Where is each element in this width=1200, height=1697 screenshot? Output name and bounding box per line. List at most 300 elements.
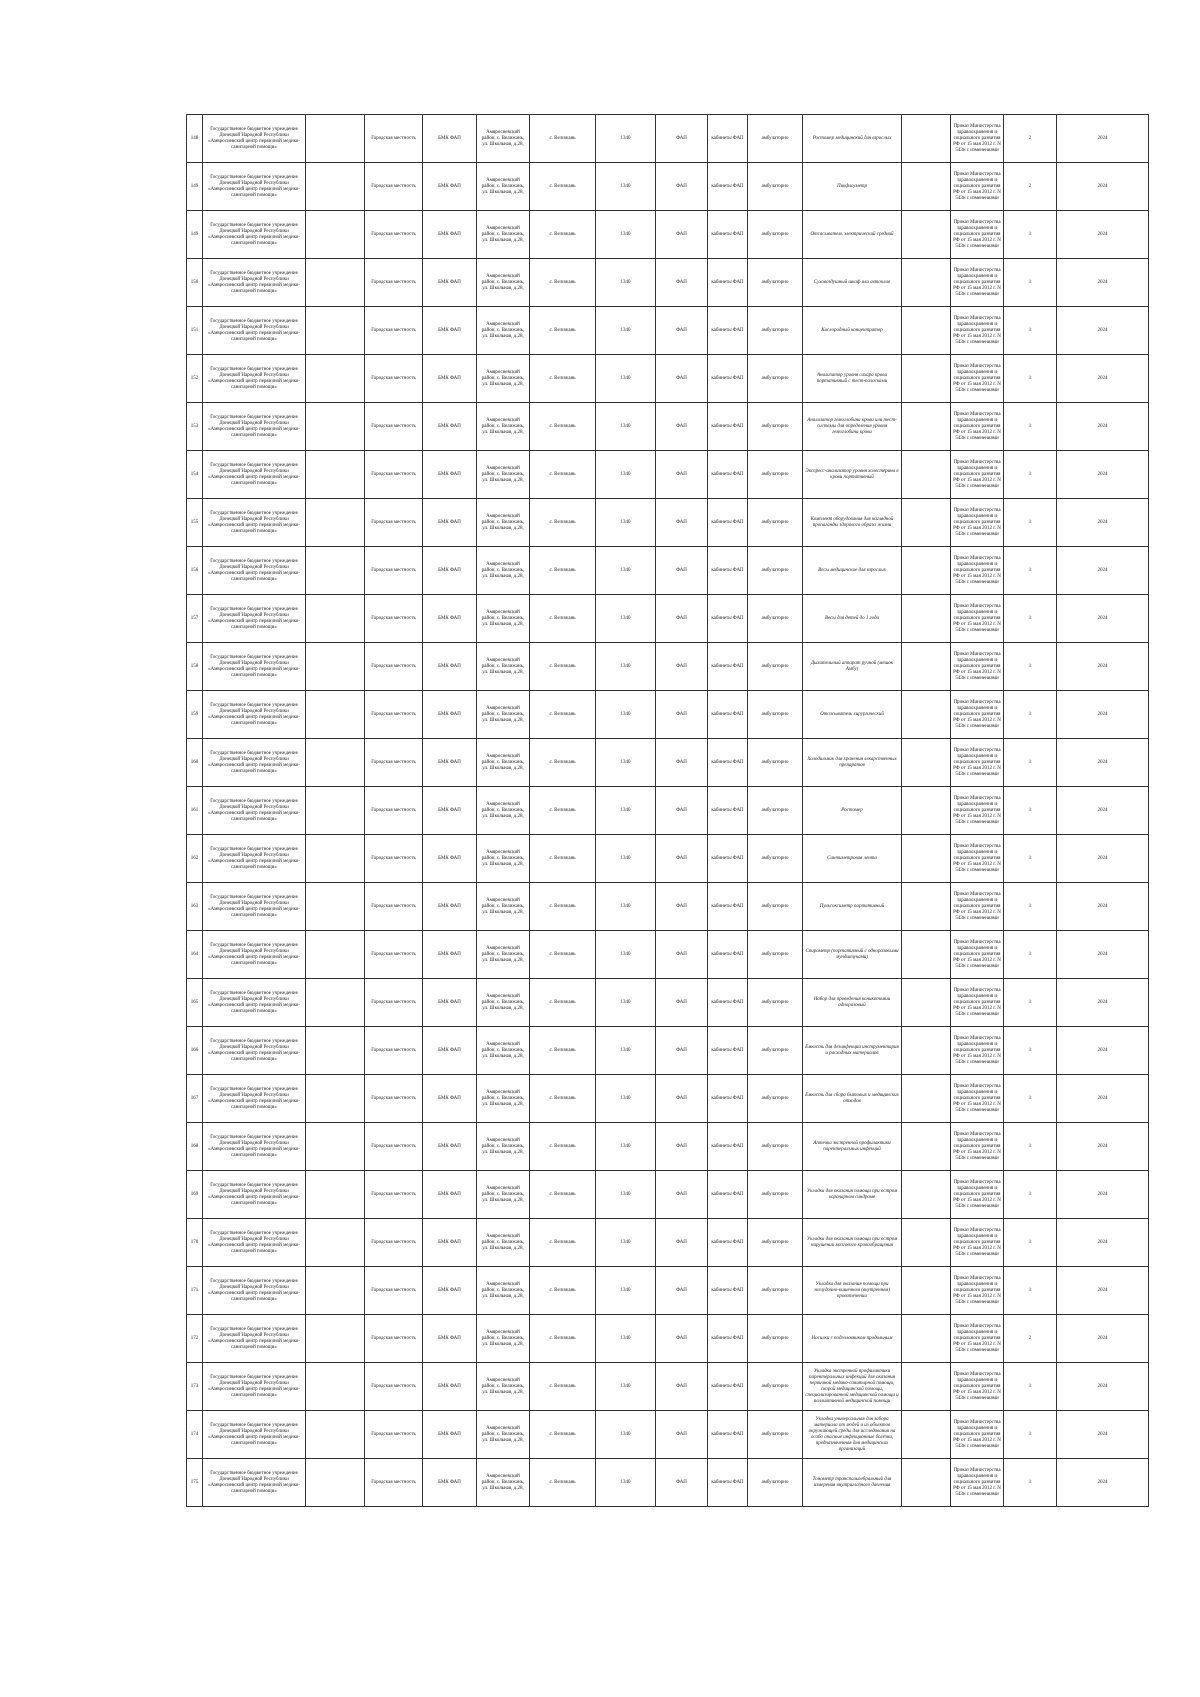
cell-num: 169 — [187, 1171, 203, 1219]
cell-org: Государственное бюджетное учреждение Донецкой Народной Республики «Амвросиевский центр первичной медико-санитарной помощи» — [203, 307, 306, 355]
cell-doc: Приказ Министерства здравоохранения и социального развития РФ от 15 мая 2012 г. N 543н с изменениями — [951, 451, 1004, 499]
cell-doc: Приказ Министерства здравоохранения и социального развития РФ от 15 мая 2012 г. N 543н с изменениями — [951, 883, 1004, 931]
cell-org: Государственное бюджетное учреждение Донецкой Народной Республики «Амвросиевский центр первичной медико-санитарной помощи» — [203, 1123, 306, 1171]
cell-population: 1340 — [596, 307, 656, 355]
cell-population: 1340 — [596, 403, 656, 451]
table-row — [187, 1027, 1149, 1075]
cell-cabinet: кабинеты ФАП — [708, 115, 748, 163]
cell-year: 2024 — [1057, 979, 1149, 1027]
cell-empty2 — [902, 1315, 951, 1363]
cell-org: Государственное бюджетное учреждение Донецкой Народной Республики «Амвросиевский центр первичной медико-санитарной помощи» — [203, 1267, 306, 1315]
cell-address: Амвросиевский район, с. Велижань, ул. Школьная, д.28, — [477, 883, 530, 931]
cell-profile: амбулаторно — [748, 691, 803, 739]
cell-address: Амвросиевский район, с. Велижань, ул. Школьная, д.28, — [477, 1363, 530, 1411]
cell-item: Холодильник для хранения лекарственных препаратов — [803, 739, 902, 787]
cell-empty2 — [902, 355, 951, 403]
cell-settlement: с. Велижань — [530, 1075, 596, 1123]
cell-address: Амвросиевский район, с. Велижань, ул. Школьная, д.28, — [477, 1459, 530, 1507]
cell-doc: Приказ Министерства здравоохранения и социального развития РФ от 15 мая 2012 г. N 543н с изменениями — [951, 739, 1004, 787]
cell-cabinet: кабинеты ФАП — [708, 1363, 748, 1411]
cell-doc: Приказ Министерства здравоохранения и социального развития РФ от 15 мая 2012 г. N 543н с изменениями — [951, 547, 1004, 595]
cell-cabinet: кабинеты ФАП — [708, 1315, 748, 1363]
cell-fap: БМК ФАП — [423, 931, 477, 979]
cell-population: 1340 — [596, 835, 656, 883]
cell-num: 170 — [187, 1219, 203, 1267]
cell-region: Городская местность — [365, 643, 423, 691]
cell-unit: ФАП — [656, 691, 708, 739]
cell-num: 163 — [187, 883, 203, 931]
cell-org: Государственное бюджетное учреждение Донецкой Народной Республики «Амвросиевский центр первичной медико-санитарной помощи» — [203, 1027, 306, 1075]
cell-empty2 — [902, 835, 951, 883]
cell-empty — [306, 1267, 365, 1315]
cell-qty: 1 — [1004, 307, 1057, 355]
cell-unit: ФАП — [656, 787, 708, 835]
cell-doc: Приказ Министерства здравоохранения и социального развития РФ от 15 мая 2012 г. N 543н с изменениями — [951, 1459, 1004, 1507]
cell-settlement: с. Велижань — [530, 163, 596, 211]
cell-qty: 1 — [1004, 211, 1057, 259]
cell-settlement: с. Велижань — [530, 595, 596, 643]
table-row — [187, 163, 1149, 211]
cell-address: Амвросиевский район, с. Велижань, ул. Школьная, д.28, — [477, 499, 530, 547]
cell-item: Укладка для оказания помощи при остром нарушении мозгового кровообращения — [803, 1219, 902, 1267]
cell-org: Государственное бюджетное учреждение Донецкой Народной Республики «Амвросиевский центр первичной медико-санитарной помощи» — [203, 883, 306, 931]
cell-cabinet: кабинеты ФАП — [708, 835, 748, 883]
cell-empty2 — [902, 115, 951, 163]
cell-cabinet: кабинеты ФАП — [708, 547, 748, 595]
cell-settlement: с. Велижань — [530, 691, 596, 739]
cell-doc: Приказ Министерства здравоохранения и социального развития РФ от 15 мая 2012 г. N 543н с изменениями — [951, 979, 1004, 1027]
cell-empty2 — [902, 307, 951, 355]
cell-qty: 1 — [1004, 1411, 1057, 1459]
cell-num: 153 — [187, 403, 203, 451]
cell-doc: Приказ Министерства здравоохранения и социального развития РФ от 15 мая 2012 г. N 543н с изменениями — [951, 259, 1004, 307]
cell-region: Городская местность — [365, 259, 423, 307]
cell-item: Емкость для дезинфекции инструментария и расходных материалов — [803, 1027, 902, 1075]
cell-num: 157 — [187, 595, 203, 643]
cell-address: Амвросиевский район, с. Велижань, ул. Школьная, д.28, — [477, 1123, 530, 1171]
cell-empty — [306, 1459, 365, 1507]
cell-num: 174 — [187, 1411, 203, 1459]
cell-qty: 1 — [1004, 1171, 1057, 1219]
cell-cabinet: кабинеты ФАП — [708, 211, 748, 259]
cell-num: 158 — [187, 643, 203, 691]
cell-cabinet: кабинеты ФАП — [708, 1123, 748, 1171]
table-row — [187, 1315, 1149, 1363]
cell-empty2 — [902, 259, 951, 307]
cell-cabinet: кабинеты ФАП — [708, 259, 748, 307]
cell-settlement: с. Велижань — [530, 1363, 596, 1411]
cell-region: Городская местность — [365, 1267, 423, 1315]
cell-fap: БМК ФАП — [423, 1123, 477, 1171]
cell-item: Пульсоксиметр портативный — [803, 883, 902, 931]
cell-fap: БМК ФАП — [423, 403, 477, 451]
cell-cabinet: кабинеты ФАП — [708, 1459, 748, 1507]
cell-fap: БМК ФАП — [423, 1315, 477, 1363]
cell-address: Амвросиевский район, с. Велижань, ул. Школьная, д.28, — [477, 1027, 530, 1075]
cell-empty2 — [902, 1027, 951, 1075]
cell-settlement: с. Велижань — [530, 115, 596, 163]
cell-item: Укладка экстренной профилактики парентеральных инфекций для оказания первичной медико-санитарной помощи, скорой медицинской помощи, специализированной медицинской помощи и паллиативной медицинской помощи — [803, 1363, 902, 1411]
cell-num: 175 — [187, 1459, 203, 1507]
cell-unit: ФАП — [656, 403, 708, 451]
cell-address: Амвросиевский район, с. Велижань, ул. Школьная, д.28, — [477, 403, 530, 451]
cell-qty: 1 — [1004, 883, 1057, 931]
cell-item: Комплект оборудования для наглядной пропаганды здорового образа жизни — [803, 499, 902, 547]
table-row — [187, 115, 1149, 163]
cell-empty — [306, 691, 365, 739]
cell-population: 1340 — [596, 451, 656, 499]
cell-qty: 1 — [1004, 931, 1057, 979]
cell-qty: 1 — [1004, 691, 1057, 739]
cell-population: 1340 — [596, 1027, 656, 1075]
cell-cabinet: кабинеты ФАП — [708, 307, 748, 355]
cell-org: Государственное бюджетное учреждение Донецкой Народной Республики «Амвросиевский центр первичной медико-санитарной помощи» — [203, 547, 306, 595]
cell-year: 2024 — [1057, 547, 1149, 595]
cell-cabinet: кабинеты ФАП — [708, 643, 748, 691]
cell-empty — [306, 307, 365, 355]
cell-address: Амвросиевский район, с. Велижань, ул. Школьная, д.28, — [477, 595, 530, 643]
cell-qty: 2 — [1004, 1315, 1057, 1363]
cell-empty2 — [902, 595, 951, 643]
cell-qty: 1 — [1004, 1075, 1057, 1123]
cell-year: 2024 — [1057, 1363, 1149, 1411]
cell-cabinet: кабинеты ФАП — [708, 403, 748, 451]
cell-region: Городская местность — [365, 1075, 423, 1123]
cell-doc: Приказ Министерства здравоохранения и социального развития РФ от 15 мая 2012 г. N 543н с изменениями — [951, 499, 1004, 547]
cell-year: 2024 — [1057, 1027, 1149, 1075]
cell-year: 2024 — [1057, 259, 1149, 307]
equipment-table — [186, 114, 1149, 1507]
cell-unit: ФАП — [656, 739, 708, 787]
cell-fap: БМК ФАП — [423, 1219, 477, 1267]
cell-profile: амбулаторно — [748, 211, 803, 259]
cell-profile: амбулаторно — [748, 1411, 803, 1459]
cell-num: 150 — [187, 259, 203, 307]
cell-empty — [306, 547, 365, 595]
cell-cabinet: кабинеты ФАП — [708, 1075, 748, 1123]
cell-year: 2024 — [1057, 835, 1149, 883]
cell-cabinet: кабинеты ФАП — [708, 1171, 748, 1219]
cell-org: Государственное бюджетное учреждение Донецкой Народной Республики «Амвросиевский центр первичной медико-санитарной помощи» — [203, 1075, 306, 1123]
cell-empty2 — [902, 1171, 951, 1219]
cell-num: 152 — [187, 355, 203, 403]
cell-org: Государственное бюджетное учреждение Донецкой Народной Республики «Амвросиевский центр первичной медико-санитарной помощи» — [203, 259, 306, 307]
cell-qty: 2 — [1004, 163, 1057, 211]
cell-qty: 1 — [1004, 739, 1057, 787]
cell-fap: БМК ФАП — [423, 979, 477, 1027]
cell-year: 2024 — [1057, 1267, 1149, 1315]
cell-region: Городская местность — [365, 499, 423, 547]
cell-item: Ростомер медицинский для взрослых — [803, 115, 902, 163]
cell-fap: БМК ФАП — [423, 115, 477, 163]
cell-fap: БМК ФАП — [423, 499, 477, 547]
cell-item: Весы для детей до 1 года — [803, 595, 902, 643]
cell-num: 162 — [187, 835, 203, 883]
cell-address: Амвросиевский район, с. Велижань, ул. Школьная, д.28, — [477, 1075, 530, 1123]
cell-settlement: с. Велижань — [530, 1219, 596, 1267]
cell-doc: Приказ Министерства здравоохранения и социального развития РФ от 15 мая 2012 г. N 543н с изменениями — [951, 643, 1004, 691]
cell-settlement: с. Велижань — [530, 211, 596, 259]
cell-region: Городская местность — [365, 1219, 423, 1267]
cell-empty — [306, 1411, 365, 1459]
cell-empty — [306, 163, 365, 211]
cell-empty2 — [902, 979, 951, 1027]
cell-cabinet: кабинеты ФАП — [708, 355, 748, 403]
cell-population: 1340 — [596, 1363, 656, 1411]
cell-year: 2024 — [1057, 499, 1149, 547]
cell-num: 160 — [187, 739, 203, 787]
cell-fap: БМК ФАП — [423, 883, 477, 931]
cell-empty — [306, 355, 365, 403]
cell-fap: БМК ФАП — [423, 211, 477, 259]
cell-address: Амвросиевский район, с. Велижань, ул. Школьная, д.28, — [477, 355, 530, 403]
cell-region: Городская местность — [365, 211, 423, 259]
cell-fap: БМК ФАП — [423, 643, 477, 691]
cell-org: Государственное бюджетное учреждение Донецкой Народной Республики «Амвросиевский центр первичной медико-санитарной помощи» — [203, 163, 306, 211]
cell-item: Суховоздушный шкаф или автоклав — [803, 259, 902, 307]
cell-address: Амвросиевский район, с. Велижань, ул. Школьная, д.28, — [477, 643, 530, 691]
cell-profile: амбулаторно — [748, 835, 803, 883]
cell-org: Государственное бюджетное учреждение Донецкой Народной Республики «Амвросиевский центр первичной медико-санитарной помощи» — [203, 451, 306, 499]
cell-org: Государственное бюджетное учреждение Донецкой Народной Республики «Амвросиевский центр первичной медико-санитарной помощи» — [203, 835, 306, 883]
cell-year: 2024 — [1057, 883, 1149, 931]
cell-region: Городская местность — [365, 835, 423, 883]
cell-year: 2024 — [1057, 1315, 1149, 1363]
cell-fap: БМК ФАП — [423, 1075, 477, 1123]
cell-settlement: с. Велижань — [530, 1027, 596, 1075]
cell-doc: Приказ Министерства здравоохранения и социального развития РФ от 15 мая 2012 г. N 543н с изменениями — [951, 211, 1004, 259]
cell-region: Городская местность — [365, 1171, 423, 1219]
table-row — [187, 451, 1149, 499]
cell-unit: ФАП — [656, 1315, 708, 1363]
cell-doc: Приказ Министерства здравоохранения и социального развития РФ от 15 мая 2012 г. N 543н с изменениями — [951, 1219, 1004, 1267]
cell-unit: ФАП — [656, 835, 708, 883]
table-row — [187, 355, 1149, 403]
cell-item: Тонометр транспальпебральный для измерения внутриглазного давления — [803, 1459, 902, 1507]
table-row — [187, 595, 1149, 643]
cell-profile: амбулаторно — [748, 1027, 803, 1075]
cell-cabinet: кабинеты ФАП — [708, 691, 748, 739]
cell-profile: амбулаторно — [748, 1171, 803, 1219]
cell-population: 1340 — [596, 259, 656, 307]
cell-year: 2024 — [1057, 691, 1149, 739]
cell-org: Государственное бюджетное учреждение Донецкой Народной Республики «Амвросиевский центр первичной медико-санитарной помощи» — [203, 643, 306, 691]
cell-unit: ФАП — [656, 883, 708, 931]
cell-profile: амбулаторно — [748, 307, 803, 355]
cell-org: Государственное бюджетное учреждение Донецкой Народной Республики «Амвросиевский центр первичной медико-санитарной помощи» — [203, 931, 306, 979]
cell-org: Государственное бюджетное учреждение Донецкой Народной Республики «Амвросиевский центр первичной медико-санитарной помощи» — [203, 1219, 306, 1267]
cell-num: 156 — [187, 547, 203, 595]
cell-profile: амбулаторно — [748, 787, 803, 835]
cell-population: 1340 — [596, 1459, 656, 1507]
cell-org: Государственное бюджетное учреждение Донецкой Народной Республики «Амвросиевский центр первичной медико-санитарной помощи» — [203, 739, 306, 787]
cell-unit: ФАП — [656, 307, 708, 355]
cell-unit: ФАП — [656, 643, 708, 691]
cell-unit: ФАП — [656, 451, 708, 499]
cell-unit: ФАП — [656, 499, 708, 547]
cell-unit: ФАП — [656, 1459, 708, 1507]
cell-org: Государственное бюджетное учреждение Донецкой Народной Республики «Амвросиевский центр первичной медико-санитарной помощи» — [203, 1315, 306, 1363]
cell-region: Городская местность — [365, 115, 423, 163]
cell-address: Амвросиевский район, с. Велижань, ул. Школьная, д.28, — [477, 307, 530, 355]
cell-address: Амвросиевский район, с. Велижань, ул. Школьная, д.28, — [477, 787, 530, 835]
cell-num: 159 — [187, 691, 203, 739]
cell-empty2 — [902, 547, 951, 595]
cell-profile: амбулаторно — [748, 1315, 803, 1363]
cell-empty — [306, 1123, 365, 1171]
cell-empty2 — [902, 1219, 951, 1267]
cell-settlement: с. Велижань — [530, 1123, 596, 1171]
cell-qty: 1 — [1004, 403, 1057, 451]
cell-empty2 — [902, 931, 951, 979]
cell-settlement: с. Велижань — [530, 835, 596, 883]
cell-empty2 — [902, 883, 951, 931]
cell-profile: амбулаторно — [748, 931, 803, 979]
cell-org: Государственное бюджетное учреждение Донецкой Народной Республики «Амвросиевский центр первичной медико-санитарной помощи» — [203, 787, 306, 835]
cell-cabinet: кабинеты ФАП — [708, 595, 748, 643]
cell-item: Анализатор гемоглобина крови или тест-системы для определения уровня гемоглобина крови — [803, 403, 902, 451]
cell-population: 1340 — [596, 1123, 656, 1171]
table-row — [187, 307, 1149, 355]
cell-unit: ФАП — [656, 355, 708, 403]
cell-unit: ФАП — [656, 211, 708, 259]
cell-cabinet: кабинеты ФАП — [708, 787, 748, 835]
cell-profile: амбулаторно — [748, 1123, 803, 1171]
cell-qty: 1 — [1004, 1459, 1057, 1507]
cell-population: 1340 — [596, 691, 656, 739]
cell-empty — [306, 211, 365, 259]
cell-profile: амбулаторно — [748, 1363, 803, 1411]
cell-org: Государственное бюджетное учреждение Донецкой Народной Республики «Амвросиевский центр первичной медико-санитарной помощи» — [203, 115, 306, 163]
table-row — [187, 1267, 1149, 1315]
cell-doc: Приказ Министерства здравоохранения и социального развития РФ от 15 мая 2012 г. N 543н с изменениями — [951, 115, 1004, 163]
cell-settlement: с. Велижань — [530, 307, 596, 355]
cell-population: 1340 — [596, 787, 656, 835]
cell-fap: БМК ФАП — [423, 691, 477, 739]
cell-profile: амбулаторно — [748, 403, 803, 451]
table-row — [187, 1219, 1149, 1267]
cell-population: 1340 — [596, 211, 656, 259]
cell-qty: 1 — [1004, 1267, 1057, 1315]
cell-unit: ФАП — [656, 547, 708, 595]
cell-region: Городская местность — [365, 1411, 423, 1459]
cell-empty2 — [902, 1267, 951, 1315]
cell-item: Дыхательный аппарат ручной (мешок Амбу) — [803, 643, 902, 691]
cell-profile: амбулаторно — [748, 1075, 803, 1123]
cell-population: 1340 — [596, 115, 656, 163]
cell-org: Государственное бюджетное учреждение Донецкой Народной Республики «Амвросиевский центр первичной медико-санитарной помощи» — [203, 211, 306, 259]
cell-year: 2024 — [1057, 211, 1149, 259]
table-row — [187, 979, 1149, 1027]
cell-doc: Приказ Министерства здравоохранения и социального развития РФ от 15 мая 2012 г. N 543н с изменениями — [951, 835, 1004, 883]
cell-item: Укладка для оказания помощи при остром коронарном синдроме — [803, 1171, 902, 1219]
cell-unit: ФАП — [656, 115, 708, 163]
cell-year: 2024 — [1057, 1411, 1149, 1459]
cell-year: 2024 — [1057, 115, 1149, 163]
cell-region: Городская местность — [365, 691, 423, 739]
table-row — [187, 211, 1149, 259]
cell-fap: БМК ФАП — [423, 1027, 477, 1075]
cell-cabinet: кабинеты ФАП — [708, 1267, 748, 1315]
cell-fap: БМК ФАП — [423, 307, 477, 355]
cell-region: Городская местность — [365, 595, 423, 643]
table-row — [187, 1411, 1149, 1459]
cell-doc: Приказ Министерства здравоохранения и социального развития РФ от 15 мая 2012 г. N 543н с изменениями — [951, 403, 1004, 451]
cell-population: 1340 — [596, 1267, 656, 1315]
cell-qty: 1 — [1004, 259, 1057, 307]
cell-qty: 1 — [1004, 835, 1057, 883]
cell-unit: ФАП — [656, 1411, 708, 1459]
table-row — [187, 547, 1149, 595]
cell-item: Сантиметровая лента — [803, 835, 902, 883]
cell-profile: амбулаторно — [748, 595, 803, 643]
cell-unit: ФАП — [656, 1267, 708, 1315]
cell-settlement: с. Велижань — [530, 643, 596, 691]
cell-num: 148 — [187, 115, 203, 163]
cell-year: 2024 — [1057, 451, 1149, 499]
cell-org: Государственное бюджетное учреждение Донецкой Народной Республики «Амвросиевский центр первичной медико-санитарной помощи» — [203, 979, 306, 1027]
cell-region: Городская местность — [365, 979, 423, 1027]
cell-profile: амбулаторно — [748, 163, 803, 211]
cell-year: 2024 — [1057, 1075, 1149, 1123]
cell-year: 2024 — [1057, 787, 1149, 835]
cell-unit: ФАП — [656, 1123, 708, 1171]
cell-empty — [306, 931, 365, 979]
cell-fap: БМК ФАП — [423, 1411, 477, 1459]
cell-settlement: с. Велижань — [530, 1171, 596, 1219]
table-row — [187, 1363, 1149, 1411]
cell-unit: ФАП — [656, 931, 708, 979]
cell-empty2 — [902, 643, 951, 691]
cell-num: 166 — [187, 1027, 203, 1075]
document-page — [186, 114, 1148, 1507]
cell-region: Городская местность — [365, 787, 423, 835]
cell-item: Носилки с подголовником продольным — [803, 1315, 902, 1363]
cell-address: Амвросиевский район, с. Велижань, ул. Школьная, д.28, — [477, 979, 530, 1027]
cell-region: Городская местность — [365, 355, 423, 403]
cell-empty2 — [902, 691, 951, 739]
cell-profile: амбулаторно — [748, 1219, 803, 1267]
cell-item: Отсасыватель хирургический — [803, 691, 902, 739]
cell-address: Амвросиевский район, с. Велижань, ул. Школьная, д.28, — [477, 547, 530, 595]
cell-doc: Приказ Министерства здравоохранения и социального развития РФ от 15 мая 2012 г. N 543н с изменениями — [951, 1267, 1004, 1315]
cell-unit: ФАП — [656, 1219, 708, 1267]
cell-settlement: с. Велижань — [530, 403, 596, 451]
cell-num: 161 — [187, 787, 203, 835]
cell-address: Амвросиевский район, с. Велижань, ул. Школьная, д.28, — [477, 1171, 530, 1219]
cell-empty — [306, 403, 365, 451]
cell-year: 2024 — [1057, 1171, 1149, 1219]
cell-qty: 1 — [1004, 1363, 1057, 1411]
cell-num: 168 — [187, 1123, 203, 1171]
cell-num: 151 — [187, 307, 203, 355]
table-row — [187, 787, 1149, 835]
cell-population: 1340 — [596, 1219, 656, 1267]
cell-qty: 1 — [1004, 643, 1057, 691]
cell-region: Городская местность — [365, 163, 423, 211]
cell-region: Городская местность — [365, 547, 423, 595]
table-row — [187, 1123, 1149, 1171]
cell-qty: 1 — [1004, 1027, 1057, 1075]
cell-unit: ФАП — [656, 1171, 708, 1219]
cell-item: Кислородный концентратор — [803, 307, 902, 355]
cell-empty2 — [902, 787, 951, 835]
cell-cabinet: кабинеты ФАП — [708, 1027, 748, 1075]
cell-unit: ФАП — [656, 979, 708, 1027]
cell-settlement: с. Велижань — [530, 1315, 596, 1363]
cell-empty2 — [902, 499, 951, 547]
cell-empty2 — [902, 1411, 951, 1459]
